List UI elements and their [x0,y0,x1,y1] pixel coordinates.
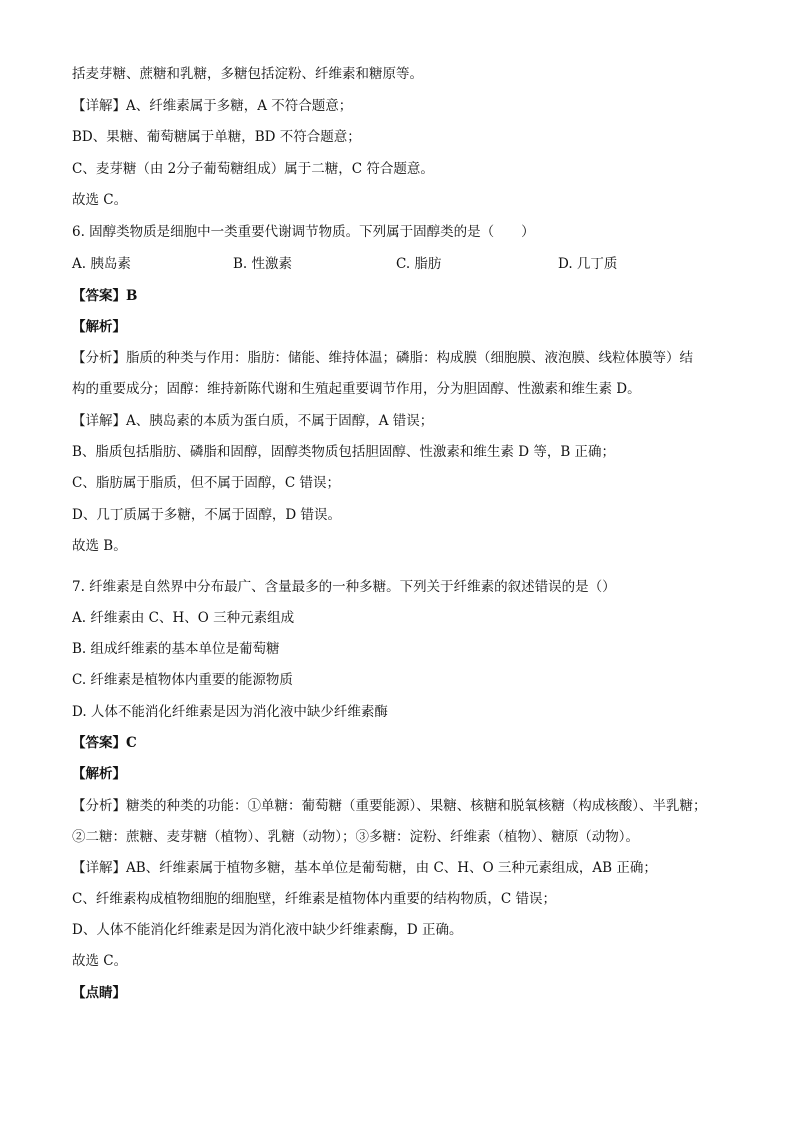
text-line: B、脂质包括脂肪、磷脂和固醇，固醇类物质包括胆固醇、性激素和维生素 D 等，B 正确； [72,444,616,460]
text-line: BD、果糖、葡萄糖属于单糖，BD 不符合题意； [72,129,361,145]
question-7: 7. 纤维素是自然界中分布最广、含量最多的一种多糖。下列关于纤维素的叙述错误的是（） [72,579,616,595]
text-line: 【详解】A、纤维素属于多糖，A 不符合题意； [72,98,353,114]
q6-option-b: B. 性激素 [233,256,293,272]
text-line: 【详解】AB、纤维素属于植物多糖，基本单位是葡萄糖，由 C、H、O 三种元素组成，AB 正确； [72,860,657,876]
q6-option-c: C. 脂肪 [396,256,442,272]
analysis-label: 【解析】 [72,766,126,782]
answer-label: 【答案】B [72,288,138,304]
text-line: C、脂肪属于脂质，但不属于固醇，C 错误； [72,475,340,491]
text-line: 故选 C。 [72,192,128,208]
text-line: D、几丁质属于多糖，不属于固醇，D 错误。 [72,507,341,523]
text-line: 故选 B。 [72,538,127,554]
text-line: 【分析】糖类的种类的功能：①单糖：葡萄糖（重要能源）、果糖、核糖和脱氧核糖（构成核酸）、半乳糖； [72,798,707,814]
q7-option-c: C. 纤维素是植物体内重要的能源物质 [72,672,293,688]
comment-label: 【点睛】 [72,985,126,1001]
q7-option-d: D. 人体不能消化纤维素是因为消化液中缺少纤维素酶 [72,704,388,720]
q6-option-d: D. 几丁质 [558,256,618,272]
text-line: 括麦芽糖、蔗糖和乳糖，多糖包括淀粉、纤维素和糖原等。 [72,66,423,82]
answer-label: 【答案】C [72,735,137,751]
analysis-label: 【解析】 [72,319,126,335]
q7-option-b: B. 组成纤维素的基本单位是葡萄糖 [72,641,280,657]
text-line: 构的重要成分；固醇：维持新陈代谢和生殖起重要调节作用，分为胆固醇、性激素和维生素 D。 [72,381,641,397]
text-line: 故选 C。 [72,953,128,969]
text-line: C、纤维素构成植物细胞的细胞壁，纤维素是植物体内重要的结构物质，C 错误； [72,891,556,907]
q7-option-a: A. 纤维素由 C、H、O 三种元素组成 [72,610,295,626]
q6-option-a: A. 胰岛素 [72,256,131,272]
text-line: D、人体不能消化纤维素是因为消化液中缺少纤维素酶，D 正确。 [72,922,463,938]
text-line: 【详解】A、胰岛素的本质为蛋白质，不属于固醇，A 错误； [72,413,434,429]
question-6: 6. 固醇类物质是细胞中一类重要代谢调节物质。下列属于固醇类的是（ ） [72,224,535,240]
text-line: 【分析】脂质的种类与作用：脂肪：储能、维持体温；磷脂：构成膜（细胞膜、液泡膜、线粒体膜等）结 [72,350,693,366]
text-line: ②二糖：蔗糖、麦芽糖（植物）、乳糖（动物）；③多糖：淀粉、纤维素（植物）、糖原（动物）。 [72,829,639,845]
text-line: C、麦芽糖（由 2分子葡萄糖组成）属于二糖，C 符合题意。 [72,161,434,177]
